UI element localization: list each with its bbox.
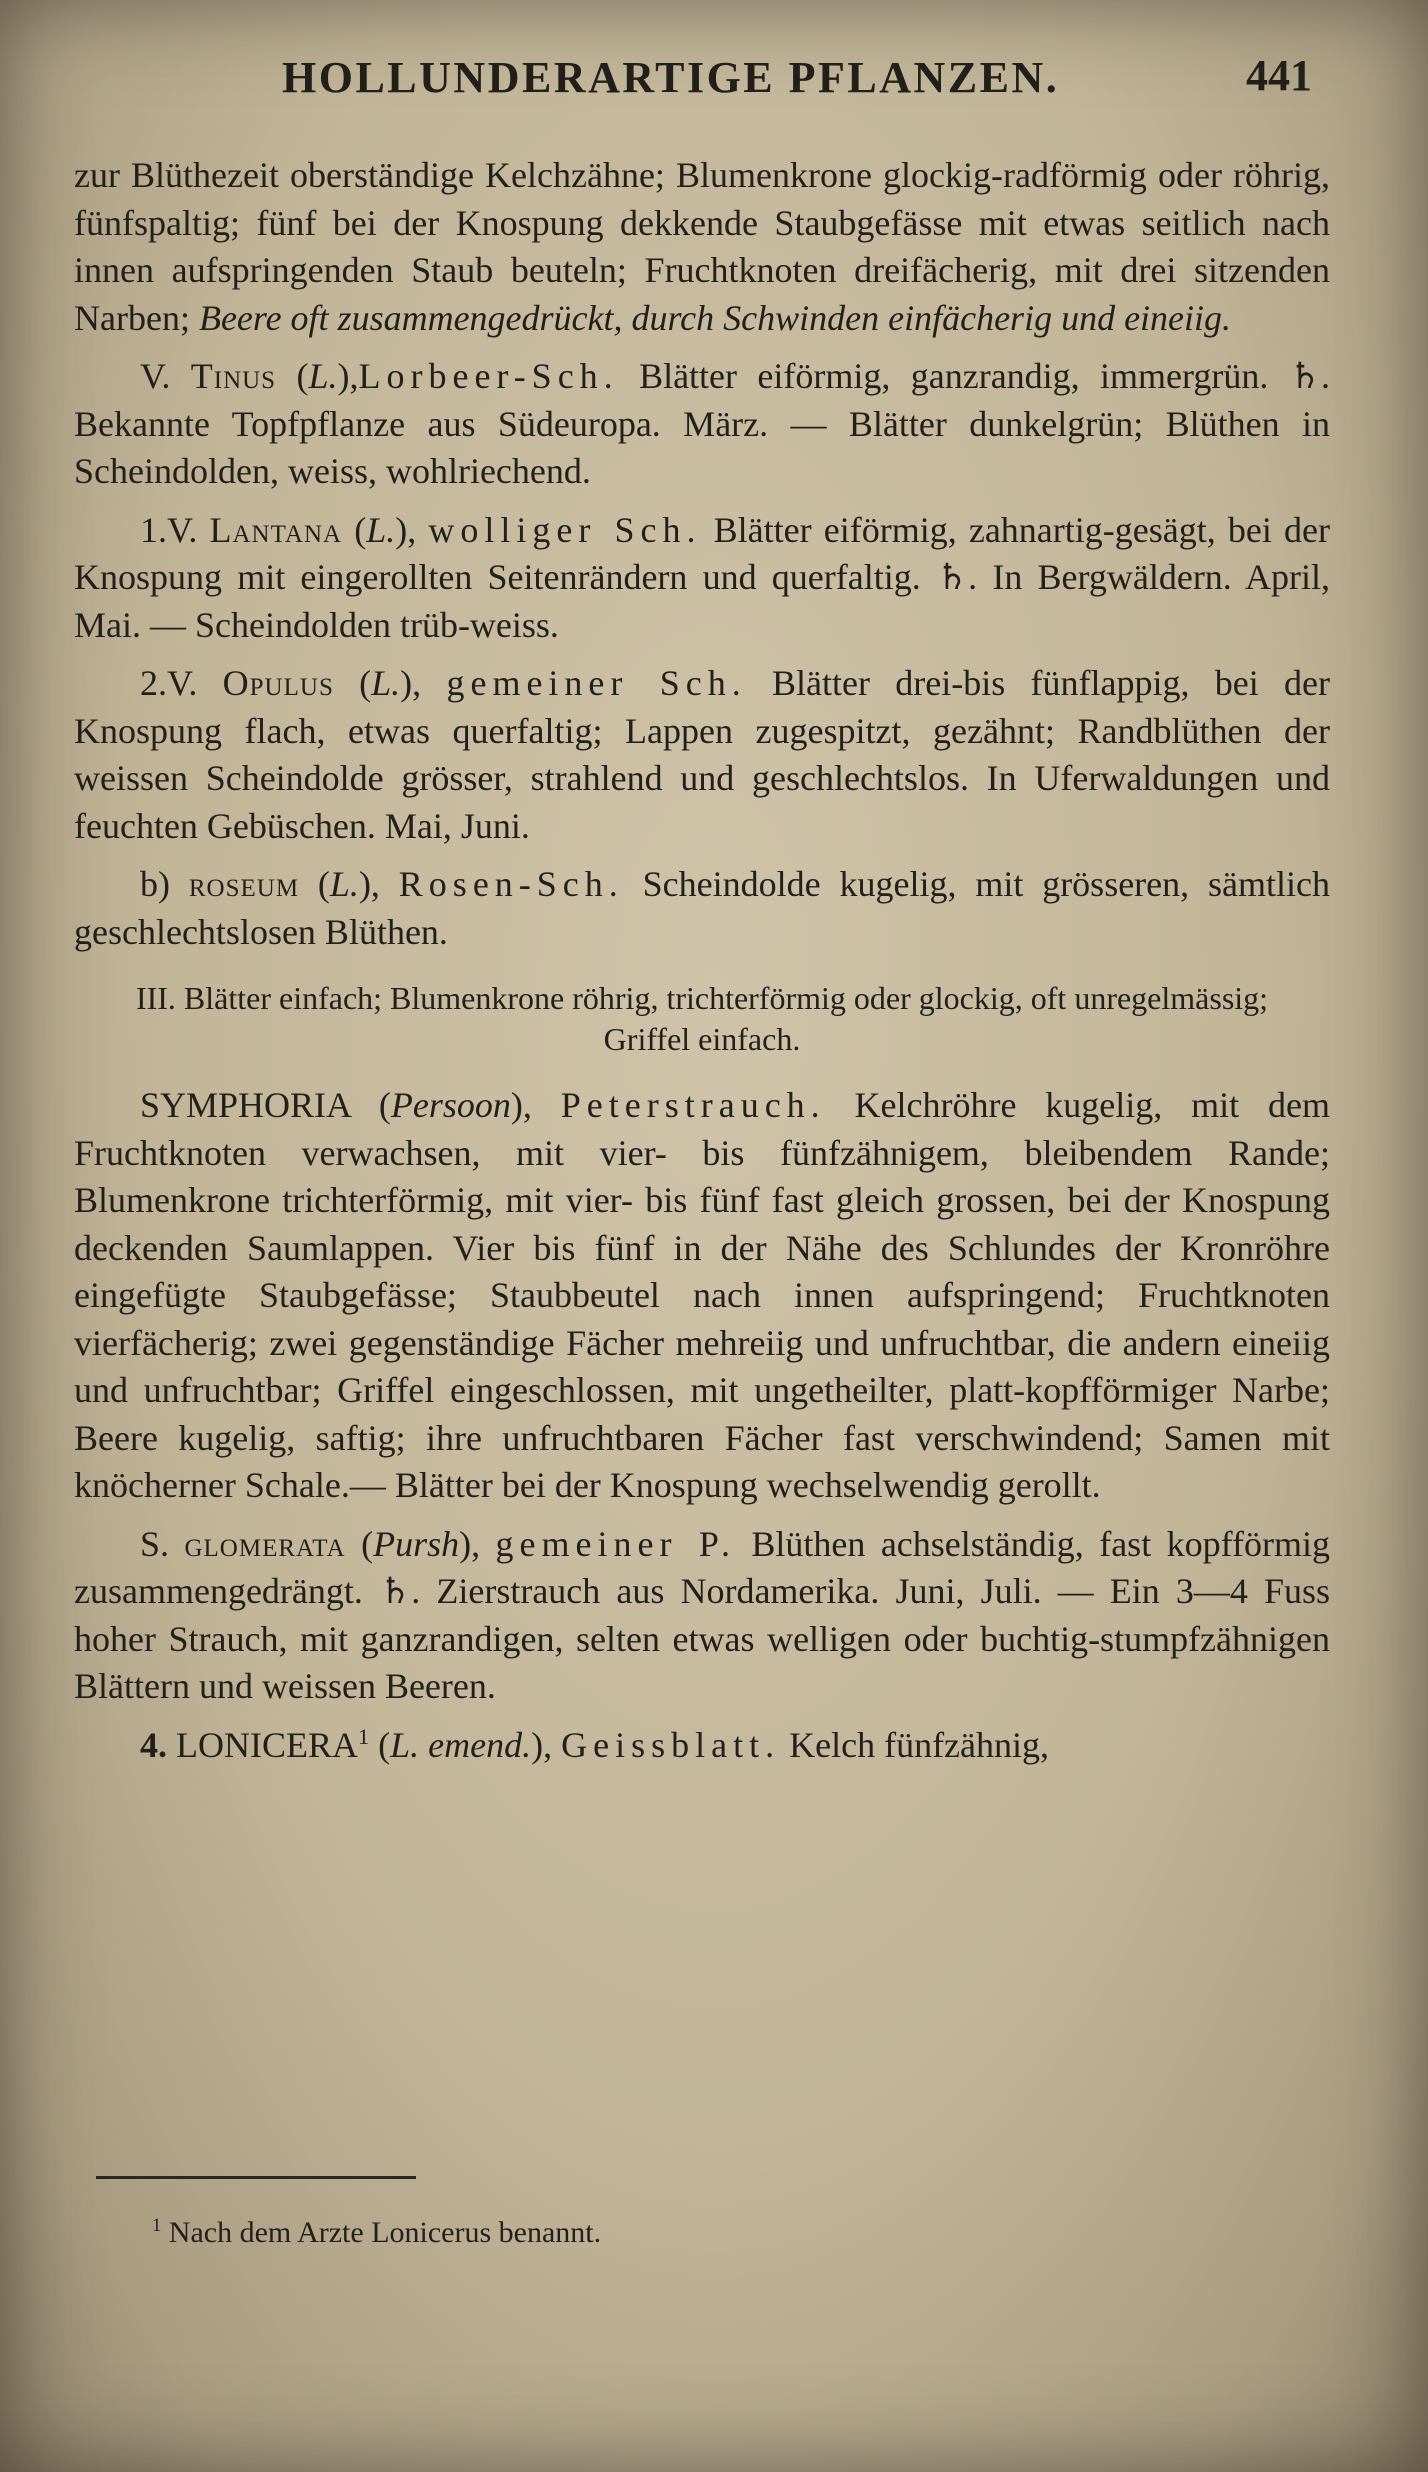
section-caption: III. Blätter einfach; Blumenkrone röhrig, trichterförmig oder glockig, oft unregelmässig; Griffel einfach. bbox=[135, 980, 1269, 1057]
paragraph-italic-text: Beere oft zusammengedrückt, durch Schwinden einfächerig und eineiig. bbox=[198, 297, 1232, 338]
species-entry-lantana: 1.V. Lantana (L.), wolliger Sch. Blätter eiförmig, zahnartig-gesägt, bei der Knospung mit eingerollten Seitenrändern und querfaltig. ♄. In Bergwäldern. April, Mai. — Scheindolden trüb-weiss. bbox=[74, 509, 1330, 645]
paragraph-viburnum-continuation bbox=[74, 152, 1330, 342]
page-number: 441 bbox=[1246, 51, 1312, 100]
species-common-name: gemeiner P. bbox=[495, 1523, 736, 1564]
species-prefix: V. bbox=[140, 356, 191, 396]
running-head-title: HOLLUNDERARTIGE PFLANZEN. bbox=[282, 53, 1060, 102]
genus-common-name: Peterstrauch. bbox=[560, 1085, 826, 1125]
running-header bbox=[0, 44, 1428, 114]
footnote-reference: 1 bbox=[358, 1723, 370, 1749]
species-prefix: 2.V. bbox=[140, 663, 223, 703]
species-author: L. bbox=[308, 356, 338, 396]
species-entry-tinus: V. Tinus (L.),Lorbeer-Sch. Blätter eiförmig, ganzrandig, immergrün. ♄. Bekannte Topfpflanze aus Südeuropa. März. — Blätter dunkelgrün; Blüthen in Scheindolden, weiss, wohlriechend. bbox=[74, 356, 1331, 491]
species-author: L. bbox=[366, 509, 396, 550]
species-author: L. bbox=[371, 663, 401, 703]
variety-description: Scheindolde kugelig, mit grösseren, sämtlich geschlechtslosen Blüthen. bbox=[74, 864, 1330, 952]
footnote-text: Nach dem Arzte Lonicerus benannt. bbox=[168, 2216, 602, 2249]
species-name: Opulus bbox=[222, 663, 334, 703]
footnote-mark: 1 bbox=[152, 2215, 162, 2236]
species-common-name: gemeiner Sch. bbox=[446, 663, 747, 703]
species-name: glomerata bbox=[184, 1523, 346, 1564]
footnote-divider bbox=[96, 2176, 416, 2179]
variety-prefix: b) bbox=[140, 864, 189, 904]
genus-name: LONICERA bbox=[176, 1724, 358, 1765]
species-author: Pursh bbox=[373, 1523, 460, 1564]
species-common-name: Lorbeer-Sch. bbox=[358, 356, 619, 396]
genus-entry-symphoria: SYMPHORIA (Persoon), Peterstrauch. Kelchröhre kugelig, mit dem Fruchtknoten verwachsen, mit vier- bis fünfzähnigem, bleibendem Rande; Blumenkrone trichterförmig, mit vier- bis fünf fast gleich grossen, bei der Knospung deckenden Saumlappen. Vier bis fünf in der Nähe des Schlundes der Kronröhre eingefügte Staubgefässe; Staubbeutel nach innen aufspringend; Fruchtknoten vierfächerig; zwei gegenständige Fächer mehreiig und unfruchtbar, die andern eineiig und unfruchtbar; Griffel eingeschlossen, mit ungetheilter, platt-kopfförmiger Narbe; Beere kugelig, saftig; ihre unfruchtbaren Fächer fast verschwindend; Samen mit knöcherner Schale.— Blätter bei der Knospung wechselwendig gerollt. bbox=[74, 1085, 1330, 1505]
species-entry-glomerata: S. glomerata (Pursh), gemeiner P. Blüthen achselständig, fast kopfförmig zusammengedrängt. ♄. Zierstrauch aus Nordamerika. Juni, Juli. — Ein 3—4 Fuss hoher Strauch, mit ganzrandigen, selten etwas welligen oder buchtig-stumpfzähnigen Blättern und weissen Beeren. bbox=[74, 1523, 1330, 1706]
footnote bbox=[152, 2216, 601, 2250]
genus-entry-lonicera: 4. LONICERA$^1$ (L. emend.), Geissblatt. Kelch fünfzähnig, bbox=[140, 1723, 1050, 1765]
genus-author: Persoon bbox=[390, 1085, 511, 1125]
variety-common-name: Rosen-Sch. bbox=[398, 864, 624, 904]
species-name: Tinus bbox=[190, 356, 277, 396]
genus-common-name: Geissblatt. bbox=[561, 1724, 781, 1765]
species-description: Blüthen achselständig, fast kopfförmig zusammengedrängt. ♄. Zierstrauch aus Nordamerika. Juni, Juli. — Ein 3—4 Fuss hoher Strauch, mit ganzrandigen, selten etwas welligen oder buchtig-stumpfzähnigen Blättern und weissen Beeren. bbox=[74, 1523, 1330, 1706]
species-description: Blätter eiförmig, zahnartig-gesägt, bei der Knospung mit eingerollten Seitenrändern und querfaltig. ♄. In Bergwäldern. April, Mai. — Scheindolden trüb-weiss. bbox=[74, 509, 1330, 645]
genus-description: Kelch fünfzähnig, bbox=[780, 1724, 1050, 1765]
species-prefix: 1.V. bbox=[140, 509, 210, 550]
species-name: Lantana bbox=[209, 509, 343, 550]
text-column bbox=[74, 152, 1330, 1769]
paragraph-text: zur Blüthezeit oberständige Kelchzähne; Blumenkrone glockig-radförmig oder röhrig, fünfspaltig; fünf bei der Knospung dekkende Staubgefässe mit etwas seitlich nach innen aufspringenden Staub beuteln; Fruchtknoten dreifächerig, mit drei sitzenden Narben; bbox=[74, 155, 1330, 338]
species-description: Blätter eiförmig, ganzrandig, immergrün. ♄. Bekannte Topfpflanze aus Südeuropa. März. — Blätter dunkelgrün; Blüthen in Scheindolden, weiss, wohlriechend. bbox=[74, 356, 1331, 491]
genus-description: Kelchröhre kugelig, mit dem Fruchtknoten verwachsen, mit vier- bis fünfzähnigem, bleibendem Rande; Blumenkrone trichterförmig, mit vier- bis fünf fast gleich grossen, bei der Knospung deckenden Saumlappen. Vier bis fünf in der Nähe des Schlundes der Kronröhre eingefügte Staubgefässe; Staubbeutel nach innen aufspringend; Fruchtknoten vierfächerig; zwei gegenständige Fächer mehreiig und unfruchtbar, die andern eineiig und unfruchtbar; Griffel eingeschlossen, mit ungetheilter, platt-kopfförmiger Narbe; Beere kugelig, saftig; ihre unfruchtbaren Fächer fast verschwindend; Samen mit knöcherner Schale.— Blätter bei der Knospung wechselwendig gerollt. bbox=[74, 1085, 1330, 1505]
genus-author: L. emend. bbox=[390, 1724, 532, 1765]
variety-author: L. bbox=[329, 864, 359, 904]
species-entry-opulus: 2.V. Opulus (L.), gemeiner Sch. Blätter drei-bis fünflappig, bei der Knospung flach, etwas querfaltig; Lappen zugespitzt, gezähnt; Randblüthen der weissen Scheindolde grösser, strahlend und geschlechtslos. In Uferwaldungen und feuchten Gebüschen. Mai, Juni. bbox=[74, 663, 1331, 846]
species-prefix: S. bbox=[140, 1523, 185, 1564]
species-common-name: wolliger Sch. bbox=[428, 509, 702, 550]
variety-name: roseum bbox=[188, 864, 300, 904]
genus-number: 4. bbox=[140, 1724, 176, 1765]
variety-entry-roseum: b) roseum (L.), Rosen-Sch. Scheindolde kugelig, mit grösseren, sämtlich geschlechtslosen Blüthen. bbox=[74, 864, 1330, 952]
species-description: Blätter drei-bis fünflappig, bei der Knospung flach, etwas querfaltig; Lappen zugespitzt, gezähnt; Randblüthen der weissen Scheindolde grösser, strahlend und geschlechtslos. In Uferwaldungen und feuchten Gebüschen. Mai, Juni. bbox=[74, 663, 1331, 846]
genus-name: SYMPHORIA bbox=[140, 1085, 351, 1125]
